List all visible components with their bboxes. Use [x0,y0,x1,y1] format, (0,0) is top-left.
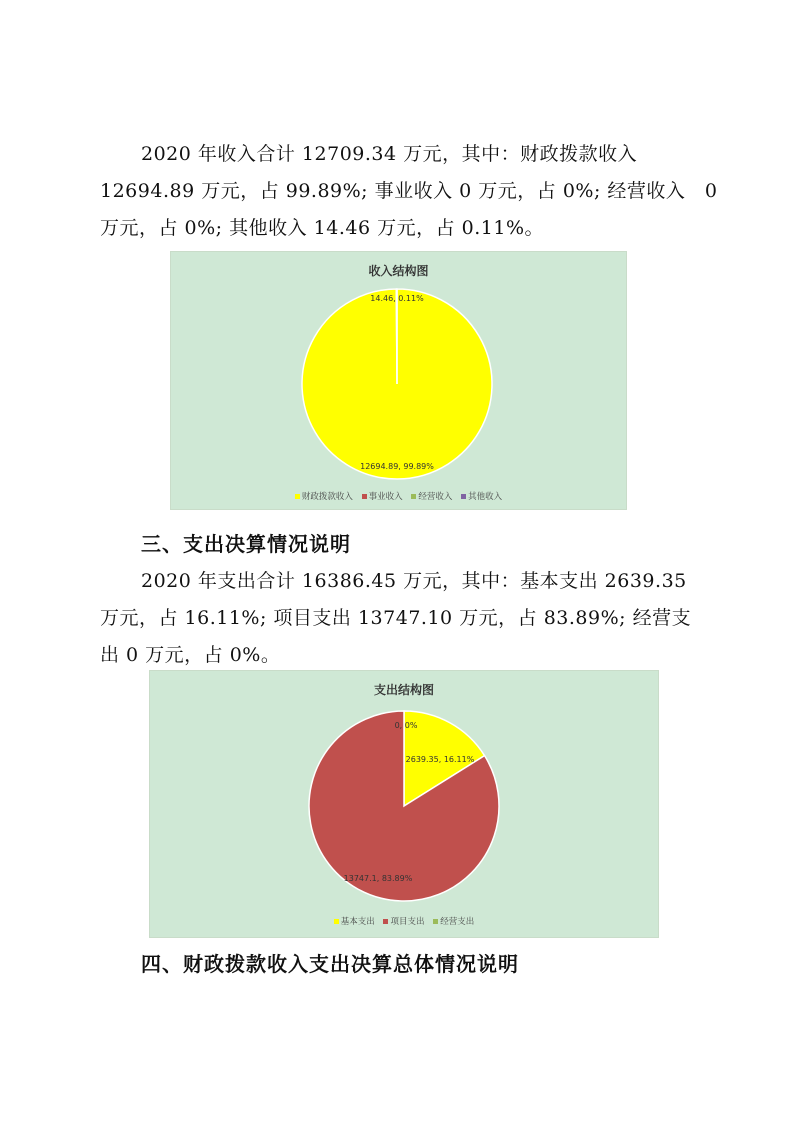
legend-label: 事业收入 [368,492,403,502]
income-line-2: 12694.89 万元，占 99.89%; 事业收入 0 万元，占 0%; 经营收入 0 [100,180,718,202]
legend-label: 经营支出 [440,917,475,927]
income-pie [171,252,626,509]
legend-label: 其他收入 [468,492,503,502]
expense-paragraph [100,563,696,674]
legend-label: 经营收入 [418,492,453,502]
income-legend [171,490,626,502]
income-line-1: 2020 年收入合计 12709.34 万元，其中：财政拨款收入 [141,143,638,165]
expense-label-basic: 2639.35, 16.11% [405,755,475,764]
income-chart [170,251,627,510]
expense-legend [150,915,658,927]
legend-swatch [334,919,339,924]
income-label-other: 14.46, 0.11% [370,294,424,303]
legend-item-business [362,490,403,502]
legend-item-other [461,490,502,502]
legend-label: 项目支出 [390,917,425,927]
income-label-fiscal: 12694.89, 99.89% [360,462,434,471]
legend-label: 基本支出 [340,917,375,927]
expense-line-1: 2020 年支出合计 16386.45 万元，其中：基本支出 2639.35 [141,570,687,592]
legend-swatch [362,494,367,499]
income-chart-title: 收入结构图 [368,264,429,278]
legend-item-fiscal [295,490,353,502]
legend-item-operating [411,490,452,502]
expense-label-project: 13747.1, 83.89% [343,874,413,883]
legend-item-project [383,915,424,927]
legend-swatch [433,919,438,924]
income-paragraph [100,136,718,247]
legend-swatch [383,919,388,924]
legend-item-operating [433,915,474,927]
legend-swatch [295,494,300,499]
legend-label: 财政拨款收入 [301,492,353,502]
expense-pie [150,671,658,937]
legend-item-basic [334,915,375,927]
expense-chart [149,670,659,938]
expense-chart-title: 支出结构图 [373,683,434,697]
fiscal-heading: 四、财政拨款收入支出决算总体情况说明 [141,952,519,976]
legend-swatch [461,494,466,499]
income-line-3: 万元，占 0%; 其他收入 14.46 万元，占 0.11%。 [100,217,544,239]
expense-line-2: 万元，占 16.11%; 项目支出 13747.10 万元，占 83.89%; 经营支 [100,607,692,629]
expense-label-operating: 0, 0% [394,721,418,730]
income-slice-3 [396,289,397,384]
legend-swatch [411,494,416,499]
expense-heading: 三、支出决算情况说明 [141,532,351,556]
expense-line-3: 出 0 万元，占 0%。 [100,644,281,666]
